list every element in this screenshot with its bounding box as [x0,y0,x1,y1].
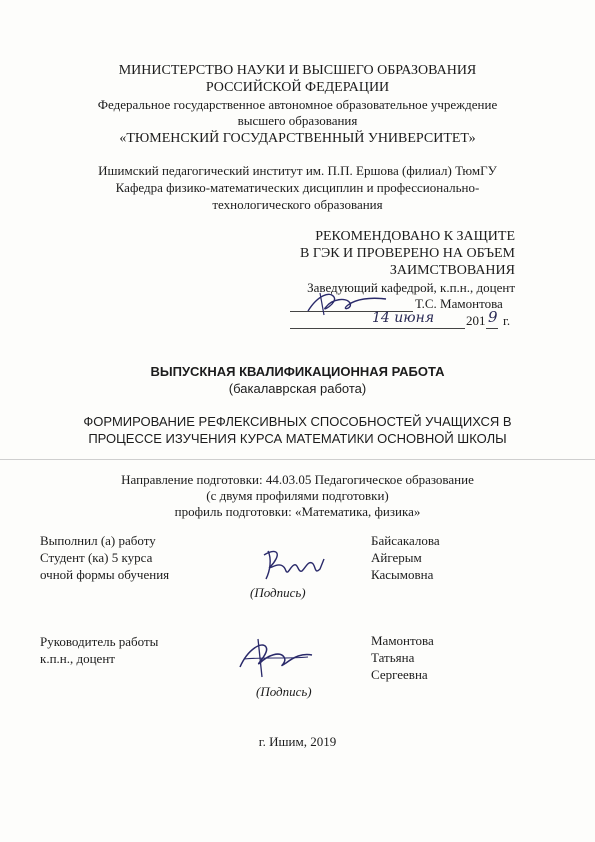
work-title-line-1: ФОРМИРОВАНИЕ РЕФЛЕКСИВНЫХ СПОСОБНОСТЕЙ УЧАЩИХСЯ В [83,414,512,429]
approval-year-digit: 9 [488,308,498,326]
work-type: ВЫПУСКНАЯ КВАЛИФИКАЦИОННАЯ РАБОТА [150,364,445,379]
profile-line: профиль подготовки: «Математика, физика» [174,504,421,519]
supervisor-role-line-1: Руководитель работы [40,634,159,649]
ministry-line-2: РОССИЙСКОЙ ФЕДЕРАЦИИ [205,80,390,95]
department-line-1: Кафедра физико-математических дисциплин и профессионально- [115,180,480,195]
supervisor-patronymic: Сергеевна [371,667,428,682]
supervisor-surname: Мамонтова [371,633,434,648]
footer-city-year: г. Ишим, 2019 [258,734,337,749]
approval-year-line [486,328,498,329]
author-role-line-3: очной формы обучения [40,567,170,582]
department-line-2: технологического образования [212,197,383,212]
university-name: «ТЮМЕНСКИЙ ГОСУДАРСТВЕННЫЙ УНИВЕРСИТЕТ» [119,131,476,146]
approval-date-handwritten: 14 июня [372,310,435,326]
approval-date-line [290,328,465,329]
author-first-name: Айгерым [371,550,422,565]
approval-head-title: Заведующий кафедрой, к.п.н., доцент [307,280,515,295]
approval-year-prefix: 201 [466,313,486,328]
ministry-line-1: МИНИСТЕРСТВО НАУКИ И ВЫСШЕГО ОБРАЗОВАНИЯ [118,63,477,78]
approval-head-name: Т.С. Мамонтова [415,296,503,311]
institution-line-2: высшего образования [237,113,358,128]
direction-line-2: (с двумя профилями подготовки) [206,488,389,503]
author-signature-caption: (Подпись) [250,585,306,600]
direction-line-1: Направление подготовки: 44.03.05 Педагогическое образование [121,472,474,487]
supervisor-signature-caption: (Подпись) [256,684,312,699]
supervisor-role-line-2: к.п.н., доцент [40,651,115,666]
work-title-line-2: ПРОЦЕССЕ ИЗУЧЕНИЯ КУРСА МАТЕМАТИКИ ОСНОВНОЙ ШКОЛЫ [88,431,507,446]
scan-fold-line [0,459,595,460]
approval-line-2: В ГЭК И ПРОВЕРЕНО НА ОБЪЕМ [300,246,515,261]
author-patronymic: Касымовна [371,567,434,582]
approval-year-suffix: г. [503,313,511,328]
author-role-line-2: Студент (ка) 5 курса [40,550,153,565]
work-subtype: (бакалаврская работа) [228,381,367,396]
author-signature [258,545,328,585]
author-role-line-1: Выполнил (а) работу [40,533,156,548]
supervisor-signature [236,637,316,682]
author-surname: Байсакалова [371,533,440,548]
supervisor-first-name: Татьяна [371,650,415,665]
institution-line-1: Федеральное государственное автономное образовательное учреждение [97,97,498,112]
approval-line-3: ЗАИМСТВОВАНИЯ [389,263,515,278]
institute-name: Ишимский педагогический институт им. П.П. Ершова (филиал) ТюмГУ [98,163,497,178]
approval-line-1: РЕКОМЕНДОВАНО К ЗАЩИТЕ [315,229,515,244]
